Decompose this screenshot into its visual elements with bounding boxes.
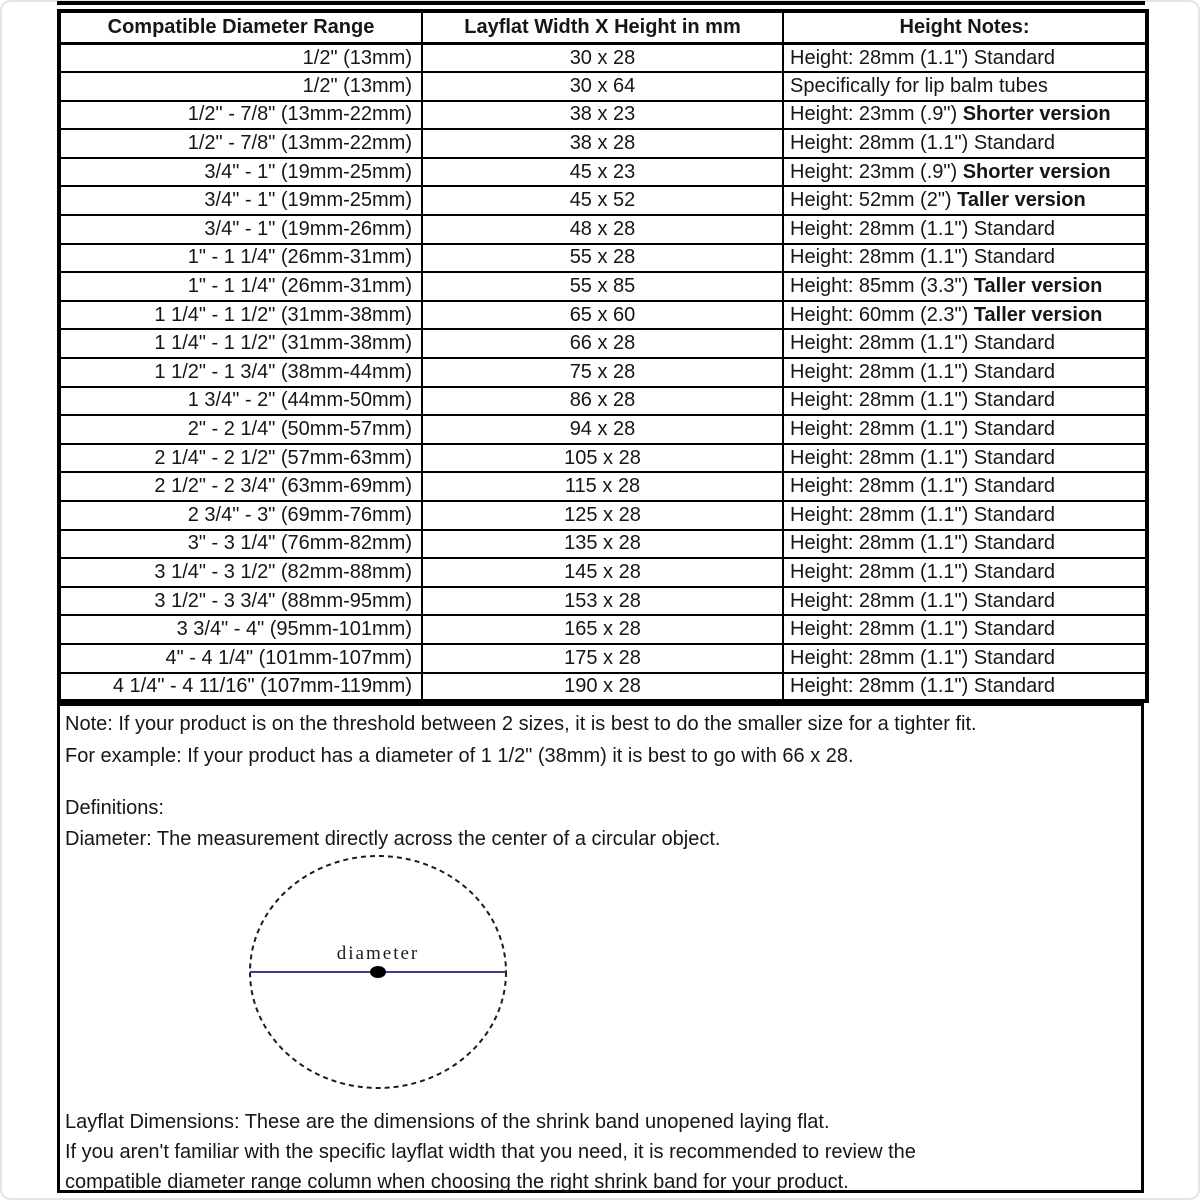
- height-note-text: Height: 28mm (1.1") Standard: [790, 389, 1055, 412]
- layflat-size-cell: 165 x 28: [422, 615, 783, 644]
- layflat-definition-line1: Layflat Dimensions: These are the dimensions of the shrink band unopened laying flat.: [65, 1111, 830, 1133]
- layflat-size-cell: 94 x 28: [422, 415, 783, 444]
- table-row: [59, 186, 1147, 215]
- height-note-text: Height: 28mm (1.1") Standard: [790, 532, 1055, 555]
- diameter-range-cell: 1 1/2" - 1 3/4" (38mm-44mm): [59, 358, 422, 387]
- height-note-bold-text: Shorter version: [962, 160, 1111, 183]
- layflat-size-cell: 38 x 23: [422, 101, 783, 130]
- height-note-text: Height: 23mm (.9"): [790, 103, 963, 126]
- document-top-edge: [57, 1, 1145, 5]
- diameter-range-cell: 1 1/4" - 1 1/2" (31mm-38mm): [59, 301, 422, 330]
- diameter-range-cell: 3" - 3 1/4" (76mm-82mm): [59, 530, 422, 559]
- table-row: [59, 44, 1147, 73]
- diameter-range-cell: 4 1/4" - 4 11/16" (107mm-119mm): [59, 673, 422, 702]
- table-row: [59, 272, 1147, 301]
- diameter-range-cell: 2 1/2" - 2 3/4" (63mm-69mm): [59, 472, 422, 501]
- height-note-cell: [783, 472, 1147, 501]
- header-layflat-width-height: Layflat Width X Height in mm: [422, 11, 783, 44]
- table-row: [59, 129, 1147, 158]
- definitions-label: Definitions:: [65, 797, 164, 819]
- table-row: [59, 587, 1147, 616]
- height-note-text: Specifically for lip balm tubes: [790, 74, 1048, 97]
- table-row: [59, 644, 1147, 673]
- height-note-text: Height: 28mm (1.1") Standard: [790, 589, 1055, 612]
- table-row: [59, 415, 1147, 444]
- layflat-size-cell: 66 x 28: [422, 329, 783, 358]
- table-row: [59, 387, 1147, 416]
- table-row: [59, 215, 1147, 244]
- height-note-cell: [783, 444, 1147, 473]
- diameter-range-cell: 3 1/4" - 3 1/2" (82mm-88mm): [59, 558, 422, 587]
- height-note-text: Height: 28mm (1.1") Standard: [790, 646, 1055, 669]
- layflat-size-cell: 115 x 28: [422, 472, 783, 501]
- table-row: [59, 501, 1147, 530]
- table-row: [59, 472, 1147, 501]
- height-note-cell: [783, 44, 1147, 73]
- layflat-size-cell: 38 x 28: [422, 129, 783, 158]
- layflat-size-cell: 135 x 28: [422, 530, 783, 559]
- height-note-text: Height: 28mm (1.1") Standard: [790, 418, 1055, 441]
- height-note-text: Height: 28mm (1.1") Standard: [790, 503, 1055, 526]
- height-note-text: Height: 23mm (.9"): [790, 160, 963, 183]
- diameter-range-cell: 1/2" - 7/8" (13mm-22mm): [59, 101, 422, 130]
- diameter-range-cell: 1/2" (13mm): [59, 72, 422, 101]
- notes-section: [57, 703, 1144, 1193]
- height-note-text: Height: 28mm (1.1") Standard: [790, 246, 1055, 269]
- layflat-definition-line3: compatible diameter range column when choosing the right shrink band for your product.: [65, 1171, 849, 1193]
- height-note-cell: [783, 301, 1147, 330]
- diameter-range-cell: 1 1/4" - 1 1/2" (31mm-38mm): [59, 329, 422, 358]
- diameter-range-cell: 3/4" - 1" (19mm-25mm): [59, 158, 422, 187]
- diameter-range-cell: 1 3/4" - 2" (44mm-50mm): [59, 387, 422, 416]
- diameter-range-cell: 1/2" (13mm): [59, 44, 422, 73]
- diameter-range-cell: 2 3/4" - 3" (69mm-76mm): [59, 501, 422, 530]
- layflat-size-cell: 125 x 28: [422, 501, 783, 530]
- diameter-definition-text: Diameter: The measurement directly across the center of a circular object.: [65, 828, 721, 850]
- layflat-size-cell: 30 x 28: [422, 44, 783, 73]
- diameter-diagram: [246, 852, 510, 1092]
- height-note-bold-text: Taller version: [973, 275, 1103, 298]
- layflat-size-cell: 86 x 28: [422, 387, 783, 416]
- layflat-size-cell: 145 x 28: [422, 558, 783, 587]
- table-row: [59, 558, 1147, 587]
- layflat-size-cell: 55 x 85: [422, 272, 783, 301]
- height-note-cell: [783, 558, 1147, 587]
- diameter-range-cell: 1" - 1 1/4" (26mm-31mm): [59, 244, 422, 273]
- height-note-cell: [783, 129, 1147, 158]
- layflat-size-cell: 65 x 60: [422, 301, 783, 330]
- height-note-bold-text: Taller version: [957, 189, 1086, 212]
- table-row: [59, 101, 1147, 130]
- size-chart-table: [57, 9, 1149, 703]
- diameter-range-cell: 1/2" - 7/8" (13mm-22mm): [59, 129, 422, 158]
- layflat-size-cell: 75 x 28: [422, 358, 783, 387]
- height-note-text: Height: 52mm (2"): [790, 189, 958, 212]
- height-note-cell: [783, 158, 1147, 187]
- layflat-definition-line2: If you aren't familiar with the specific layflat width that you need, it is recommended to review the: [65, 1141, 916, 1163]
- diameter-range-cell: 2 1/4" - 2 1/2" (57mm-63mm): [59, 444, 422, 473]
- table-row: [59, 158, 1147, 187]
- height-note-text: Height: 28mm (1.1") Standard: [790, 674, 1055, 697]
- height-note-text: Height: 28mm (1.1") Standard: [790, 332, 1055, 355]
- table-row: [59, 444, 1147, 473]
- height-note-bold-text: Shorter version: [962, 103, 1111, 126]
- layflat-size-cell: 30 x 64: [422, 72, 783, 101]
- layflat-size-cell: 45 x 52: [422, 186, 783, 215]
- height-note-bold-text: Taller version: [973, 303, 1103, 326]
- diameter-range-cell: 1" - 1 1/4" (26mm-31mm): [59, 272, 422, 301]
- height-note-text: Height: 28mm (1.1") Standard: [790, 446, 1055, 469]
- diameter-range-cell: 3 3/4" - 4" (95mm-101mm): [59, 615, 422, 644]
- height-note-cell: [783, 244, 1147, 273]
- height-note-cell: [783, 329, 1147, 358]
- table-header-row: [59, 11, 1147, 44]
- height-note-text: Height: 28mm (1.1") Standard: [790, 475, 1055, 498]
- header-height-notes: Height Notes:: [783, 11, 1147, 44]
- height-note-text: Height: 28mm (1.1") Standard: [790, 360, 1055, 383]
- layflat-size-cell: 48 x 28: [422, 215, 783, 244]
- diameter-range-cell: 3/4" - 1" (19mm-25mm): [59, 186, 422, 215]
- height-note-cell: [783, 101, 1147, 130]
- table-row: [59, 530, 1147, 559]
- table-row: [59, 301, 1147, 330]
- header-compatible-diameter-range: Compatible Diameter Range: [59, 11, 422, 44]
- table-row: [59, 244, 1147, 273]
- height-note-text: Height: 85mm (3.3"): [790, 275, 974, 298]
- diameter-range-cell: 3/4" - 1" (19mm-26mm): [59, 215, 422, 244]
- diameter-label: diameter: [336, 943, 420, 964]
- layflat-size-cell: 190 x 28: [422, 673, 783, 702]
- height-note-cell: [783, 358, 1147, 387]
- table-row: [59, 615, 1147, 644]
- height-note-text: Height: 28mm (1.1") Standard: [790, 46, 1055, 69]
- height-note-cell: [783, 272, 1147, 301]
- table-row: [59, 72, 1147, 101]
- height-note-cell: [783, 501, 1147, 530]
- height-note-cell: [783, 644, 1147, 673]
- layflat-size-cell: 175 x 28: [422, 644, 783, 673]
- height-note-cell: [783, 387, 1147, 416]
- height-note-text: Height: 60mm (2.3"): [790, 303, 974, 326]
- height-note-text: Height: 28mm (1.1") Standard: [790, 618, 1055, 641]
- table-row: [59, 358, 1147, 387]
- size-table-body: [59, 44, 1147, 702]
- diameter-range-cell: 3 1/2" - 3 3/4" (88mm-95mm): [59, 587, 422, 616]
- height-note-text: Height: 28mm (1.1") Standard: [790, 560, 1055, 583]
- layflat-size-cell: 153 x 28: [422, 587, 783, 616]
- height-note-cell: [783, 415, 1147, 444]
- height-note-text: Height: 28mm (1.1") Standard: [790, 132, 1055, 155]
- layflat-definition-block: [65, 1107, 916, 1197]
- table-row: [59, 329, 1147, 358]
- table-row: [59, 673, 1147, 702]
- center-dot: [370, 966, 386, 978]
- diameter-range-cell: 2" - 2 1/4" (50mm-57mm): [59, 415, 422, 444]
- layflat-size-cell: 105 x 28: [422, 444, 783, 473]
- diameter-range-cell: 4" - 4 1/4" (101mm-107mm): [59, 644, 422, 673]
- layflat-size-cell: 45 x 23: [422, 158, 783, 187]
- threshold-note-text: Note: If your product is on the threshold between 2 sizes, it is best to do the smaller size for a tighter fit.: [65, 713, 977, 735]
- height-note-cell: [783, 615, 1147, 644]
- height-note-text: Height: 28mm (1.1") Standard: [790, 217, 1055, 240]
- height-note-cell: [783, 587, 1147, 616]
- layflat-size-cell: 55 x 28: [422, 244, 783, 273]
- height-note-cell: [783, 673, 1147, 702]
- example-note-text: For example: If your product has a diameter of 1 1/2" (38mm) it is best to go with 66 x 28.: [65, 745, 854, 767]
- height-note-cell: [783, 72, 1147, 101]
- height-note-cell: [783, 186, 1147, 215]
- height-note-cell: [783, 530, 1147, 559]
- height-note-cell: [783, 215, 1147, 244]
